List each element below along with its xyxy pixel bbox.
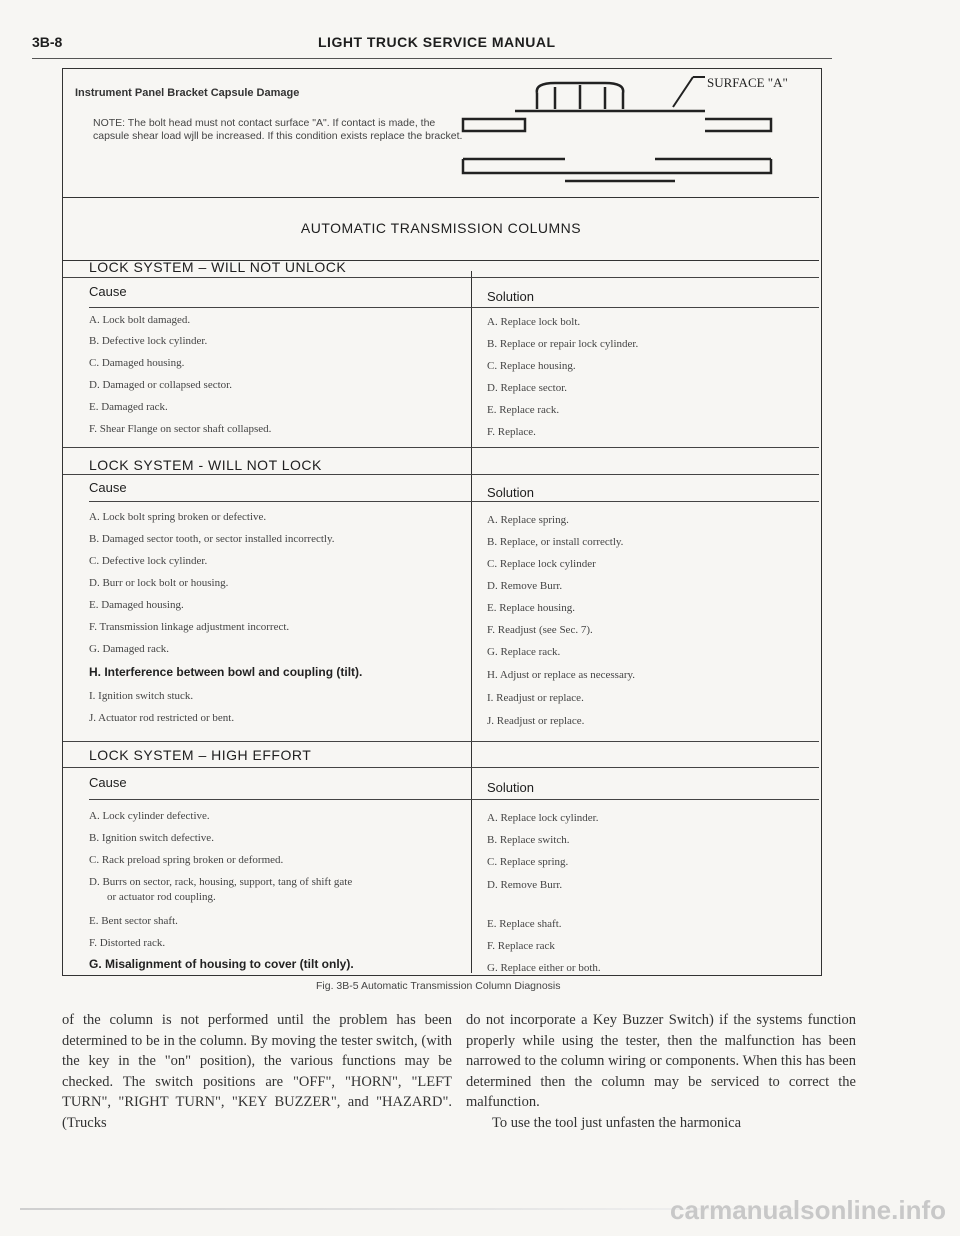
cause-item: E. Damaged rack. <box>89 401 168 413</box>
diagnosis-figure <box>62 68 822 976</box>
cause-item: B. Ignition switch defective. <box>89 832 214 844</box>
cause-item: G. Misalignment of housing to cover (tilt only). <box>89 957 354 971</box>
solution-item: B. Replace, or install correctly. <box>487 536 624 548</box>
solution-item: A. Replace spring. <box>487 514 569 526</box>
cause-item: F. Transmission linkage adjustment incorrect. <box>89 621 290 633</box>
body-paragraph: do not incorporate a Key Buzzer Switch) if the systems function properly while using the tester, then the malfunction has been narrowed to the column wiring or components. When this has been determined then the column may be serviced to correct the malfunction. <box>466 1012 856 1110</box>
solution-item: G. Replace either or both. <box>487 962 601 974</box>
cause-header: Cause <box>89 284 127 299</box>
cause-item: H. Interference between bowl and coupling (tilt). <box>89 665 363 679</box>
solution-item: G. Replace rack. <box>487 646 561 658</box>
solution-item: F. Readjust (see Sec. 7). <box>487 624 593 636</box>
cause-item-continued: or actuator rod coupling. <box>107 891 216 903</box>
cause-item: I. Ignition switch stuck. <box>89 690 194 702</box>
solution-item: F. Replace rack <box>487 940 555 952</box>
table-title-box <box>63 197 819 261</box>
solution-item: A. Replace lock bolt. <box>487 316 581 328</box>
body-right-column <box>466 1010 856 1133</box>
section-title-high-effort: LOCK SYSTEM – HIGH EFFORT <box>89 747 312 763</box>
cause-item: D. Burr or lock bolt or housing. <box>89 577 229 589</box>
cause-item: D. Burrs on sector, rack, housing, support, tang of shift gate <box>89 876 353 888</box>
watermark: carmanualsonline.info <box>670 1195 946 1225</box>
header-rule <box>471 799 819 800</box>
page-number: 3B-8 <box>32 34 63 50</box>
body-paragraph: of the column is not performed until the problem has been determined to be in the column. By moving the tester switch, (with the key in the "on" position), the various functions may be checked. The switch positions are "OFF", "HORN", "LEFT TURN", "RIGHT TURN", "KEY BUZZER", and "HAZARD". (Trucks <box>62 1012 452 1131</box>
section-rule <box>63 447 819 448</box>
cause-item: B. Damaged sector tooth, or sector installed incorrectly. <box>89 533 335 545</box>
cause-item: A. Lock cylinder defective. <box>89 810 210 822</box>
note-text: NOTE: The bolt head must not contact surface "A". If contact is made, the capsule shear load wjll be increased. If this condition exists replace the bracket. <box>93 117 463 142</box>
section-title-will-not-lock: LOCK SYSTEM - WILL NOT LOCK <box>89 457 322 473</box>
header-rule <box>32 58 832 59</box>
cause-item: D. Damaged or collapsed sector. <box>89 379 232 391</box>
cause-item: B. Defective lock cylinder. <box>89 335 208 347</box>
header-rule <box>471 307 819 308</box>
solution-item: H. Adjust or replace as necessary. <box>487 669 636 681</box>
header-rule <box>89 799 471 800</box>
bracket-diagram <box>455 73 815 191</box>
solution-item: A. Replace lock cylinder. <box>487 812 599 824</box>
solution-item: D. Replace sector. <box>487 382 568 394</box>
section-rule <box>63 277 819 278</box>
section-rule <box>63 767 819 768</box>
solution-item: D. Remove Burr. <box>487 580 563 592</box>
cause-item: C. Defective lock cylinder. <box>89 555 208 567</box>
header-rule <box>89 307 471 308</box>
header-rule <box>89 501 471 502</box>
cause-header: Cause <box>89 480 127 495</box>
cause-item: F. Shear Flange on sector shaft collapsed. <box>89 423 272 435</box>
cause-item: A. Lock bolt spring broken or defective. <box>89 511 267 523</box>
solution-item: F. Replace. <box>487 426 536 438</box>
solution-item: I. Readjust or replace. <box>487 692 584 704</box>
solution-item: E. Replace shaft. <box>487 918 562 930</box>
figure-caption: Fig. 3B-5 Automatic Transmission Column Diagnosis <box>316 980 561 992</box>
body-left-column <box>62 1010 452 1133</box>
solution-item: B. Replace switch. <box>487 834 570 846</box>
solution-header: Solution <box>487 289 534 304</box>
running-title: LIGHT TRUCK SERVICE MANUAL <box>318 34 556 50</box>
cause-item: F. Distorted rack. <box>89 937 166 949</box>
table-title: AUTOMATIC TRANSMISSION COLUMNS <box>300 220 582 236</box>
cause-item: J. Actuator rod restricted or bent. <box>89 712 235 724</box>
cause-header: Cause <box>89 775 127 790</box>
solution-item: D. Remove Burr. <box>487 879 563 891</box>
solution-item: C. Replace lock cylinder <box>487 558 596 570</box>
surface-a-label: SURFACE "A" <box>707 75 788 90</box>
cause-item: E. Damaged housing. <box>89 599 184 611</box>
column-divider <box>471 271 472 973</box>
cause-item: A. Lock bolt damaged. <box>89 314 191 326</box>
solution-item: C. Replace spring. <box>487 856 569 868</box>
section-rule <box>63 474 819 475</box>
solution-item: E. Replace housing. <box>487 602 575 614</box>
section-title-will-not-unlock: LOCK SYSTEM – WILL NOT UNLOCK <box>89 259 347 275</box>
body-paragraph: To use the tool just unfasten the harmonica <box>492 1114 742 1131</box>
solution-item: B. Replace or repair lock cylinder. <box>487 338 639 350</box>
solution-header: Solution <box>487 485 534 500</box>
cause-item: E. Bent sector shaft. <box>89 915 178 927</box>
note-title: Instrument Panel Bracket Capsule Damage <box>75 87 300 99</box>
solution-item: C. Replace housing. <box>487 360 576 372</box>
solution-item: E. Replace rack. <box>487 404 560 416</box>
cause-item: C. Damaged housing. <box>89 357 185 369</box>
solution-header: Solution <box>487 780 534 795</box>
cause-item: C. Rack preload spring broken or deformed. <box>89 854 284 866</box>
section-rule <box>63 741 819 742</box>
solution-item: J. Readjust or replace. <box>487 715 585 727</box>
cause-item: G. Damaged rack. <box>89 643 170 655</box>
header-rule <box>471 501 819 502</box>
